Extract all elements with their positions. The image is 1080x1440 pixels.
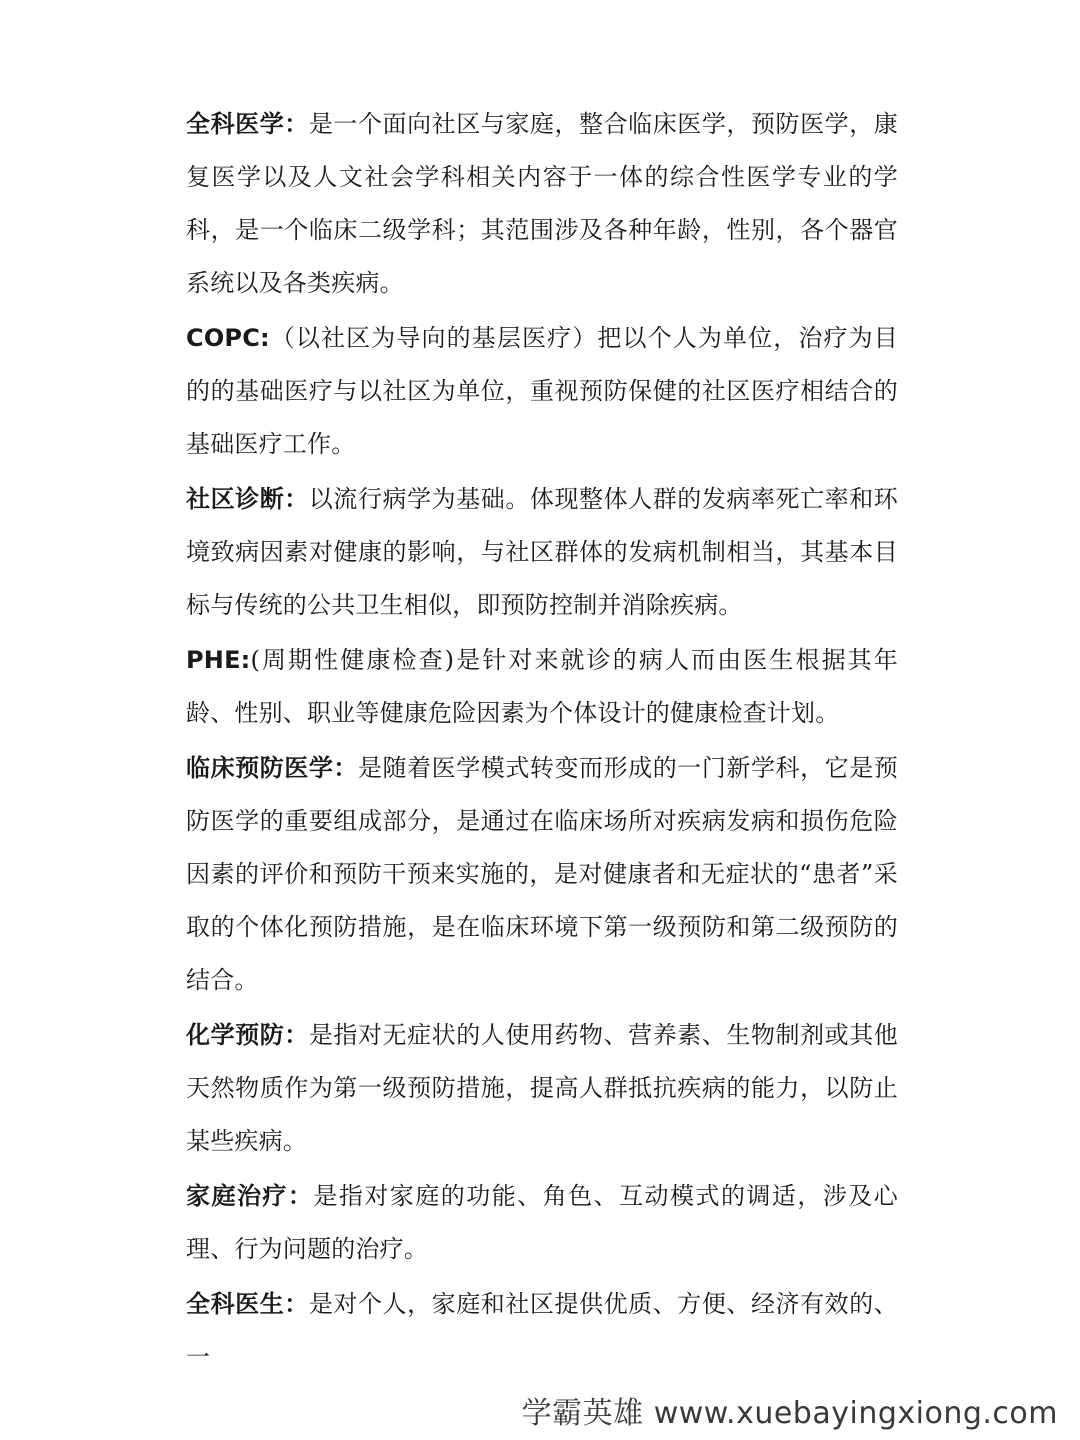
definition-text: 是随着医学模式转变而形成的一门新学科，它是预防医学的重要组成部分，是通过在临床场所对疾病发病和损伤危险因素的评价和预防干预来实施的，是对健康者和无症状的“患者”采取的个体化预防措施，是在临床环境下第一级预防和第二级预防的结合。 — [186, 754, 899, 994]
definition-entry-family-therapy — [186, 1170, 898, 1276]
term-label: 化学预防 — [186, 1021, 285, 1049]
term-separator: : — [260, 324, 270, 352]
definition-text: 是一个面向社区与家庭，整合临床医学，预防医学，康复医学以及人文社会学科相关内容于一体的综合性医学专业的学科，是一个临床二级学科；其范围涉及各种年龄，性别，各个器官系统以及各类疾病。 — [186, 110, 898, 297]
definition-entry-phe — [186, 634, 898, 740]
term-label: 家庭治疗 — [186, 1182, 288, 1210]
term-separator: ： — [333, 754, 358, 782]
term-label: 全科医生 — [186, 1290, 285, 1318]
site-watermark: 学霸英雄 www.xuebayingxiong.com — [521, 1396, 1058, 1431]
term-label: PHE — [186, 646, 241, 674]
term-label: 社区诊断 — [186, 485, 285, 513]
term-separator: ： — [284, 1290, 309, 1318]
term-separator: ： — [284, 1021, 309, 1049]
definition-entry-community-diagnosis — [186, 473, 898, 632]
definition-entry-chemoprevention — [186, 1009, 898, 1168]
document-body — [186, 98, 898, 1386]
definition-entry-clinical-preventive-medicine — [186, 742, 898, 1007]
term-separator: : — [240, 646, 251, 674]
definition-entry-general-practitioner — [186, 1278, 898, 1384]
term-separator: ： — [287, 1182, 314, 1210]
definition-text: 是指对家庭的功能、角色、互动模式的调适，涉及心理、行为问题的治疗。 — [186, 1182, 898, 1263]
term-separator: ： — [284, 485, 309, 513]
term-label: 全科医学 — [186, 110, 285, 138]
definition-text: 以流行病学为基础。体现整体人群的发病率死亡率和环境致病因素对健康的影响，与社区群体的发病机制相当，其基本目标与传统的公共卫生相似，即预防控制并消除疾病。 — [186, 485, 898, 619]
definition-text: 是指对无症状的人使用药物、营养素、生物制剂或其他天然物质作为第一级预防措施，提高人群抵抗疾病的能力，以防止某些疾病。 — [186, 1021, 898, 1155]
definition-text: 是对个人，家庭和社区提供优质、方便、经济有效的、一 — [186, 1290, 898, 1371]
definition-text: (周期性健康检查)是针对来就诊的病人而由医生根据其年龄、性别、职业等健康危险因素为个体设计的健康检查计划。 — [186, 646, 898, 727]
term-label: 临床预防医学 — [186, 754, 334, 782]
definition-entry-general-medicine — [186, 98, 898, 310]
definition-entry-copc — [186, 312, 898, 471]
term-label: COPC — [186, 324, 261, 352]
definition-text: （以社区为导向的基层医疗）把以个人为单位，治疗为目的的基础医疗与以社区为单位，重视预防保健的社区医疗相结合的基础医疗工作。 — [186, 324, 898, 458]
term-separator: ： — [284, 110, 309, 138]
